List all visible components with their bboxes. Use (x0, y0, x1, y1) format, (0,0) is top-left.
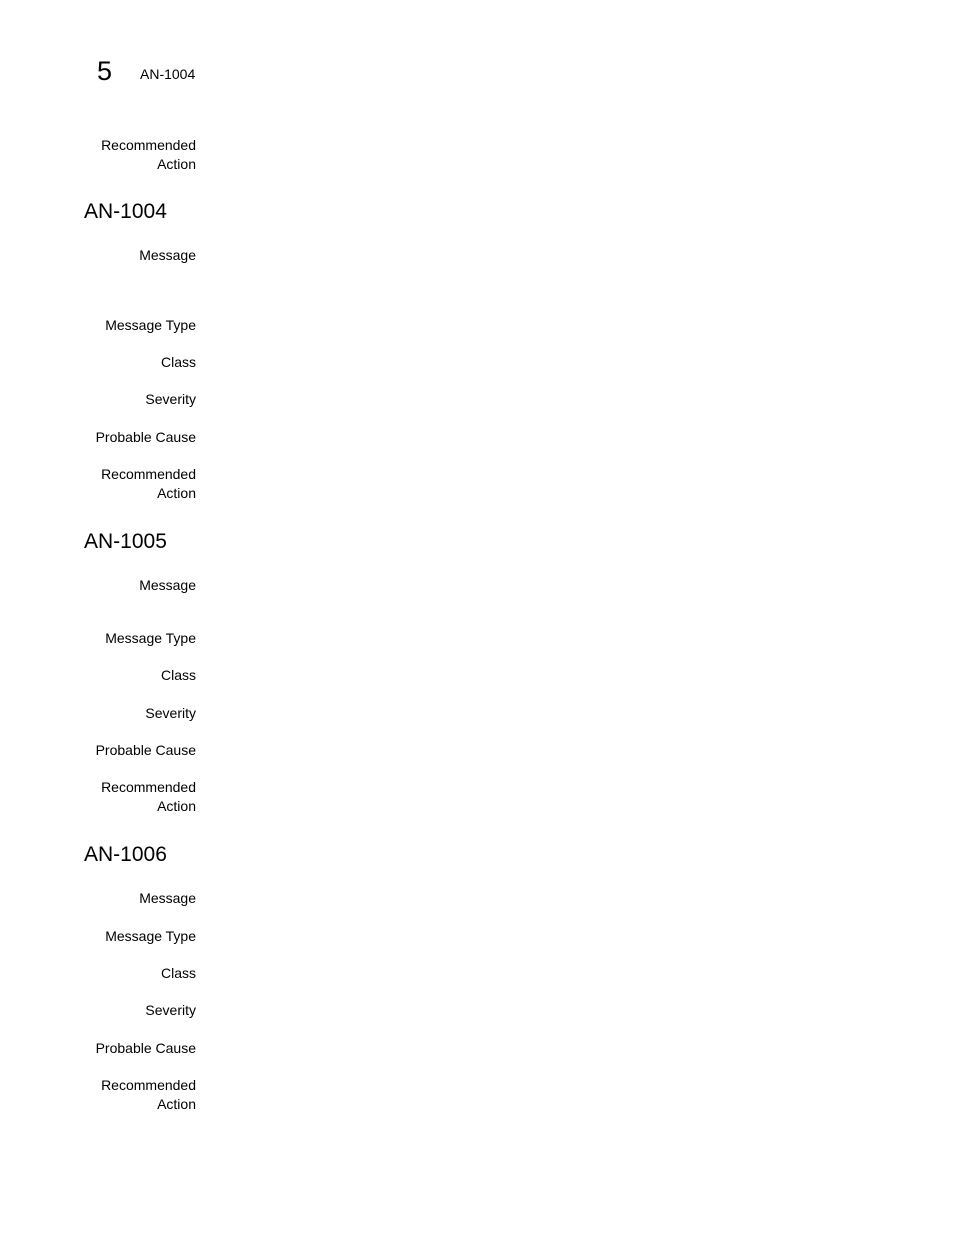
label-probable-cause: Probable Cause (95, 1040, 196, 1056)
section-heading-an-1006: AN-1006 (84, 843, 167, 866)
label-recommended: Recommended (101, 1077, 196, 1093)
section-heading-an-1004: AN-1004 (84, 200, 167, 223)
label-recommended: Recommended (101, 779, 196, 795)
label-message: Message (139, 577, 196, 593)
label-recommended-action (101, 778, 196, 816)
label-action: Action (157, 485, 196, 501)
label-severity: Severity (145, 391, 196, 407)
label-probable-cause: Probable Cause (95, 429, 196, 445)
label-message: Message (139, 247, 196, 263)
label-severity: Severity (145, 705, 196, 721)
label-severity: Severity (145, 1002, 196, 1018)
label-message-type: Message Type (105, 928, 196, 944)
running-title: AN-1004 (140, 66, 196, 82)
label-message-type: Message Type (105, 317, 196, 333)
label-message: Message (139, 890, 196, 906)
label-action: Action (157, 798, 196, 814)
label-recommended-action (101, 1076, 196, 1114)
section-heading-an-1005: AN-1005 (84, 530, 167, 553)
label-class: Class (160, 667, 196, 683)
label-action: Action (157, 1096, 196, 1112)
label-recommended: Recommended (101, 466, 196, 482)
label-message-type: Message Type (105, 630, 196, 646)
label-probable-cause: Probable Cause (95, 742, 196, 758)
label-class: Class (160, 354, 196, 370)
label-recommended: Recommended (101, 137, 196, 153)
chapter-number: 5 (97, 56, 113, 86)
label-action: Action (157, 156, 196, 172)
label-recommended-action (101, 465, 196, 503)
label-recommended-action-prev (101, 136, 196, 174)
label-class: Class (160, 965, 196, 981)
